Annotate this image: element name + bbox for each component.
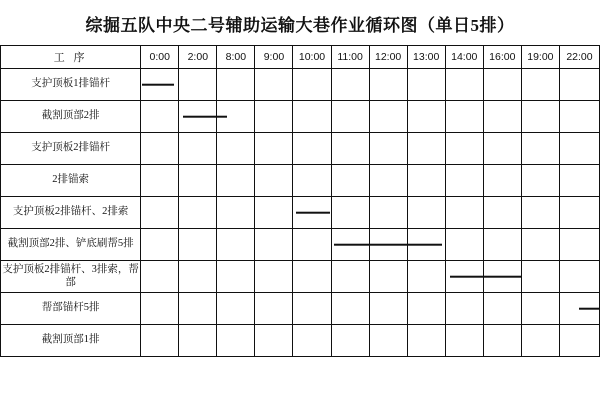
gantt-cell (445, 293, 483, 325)
gantt-cell (521, 133, 559, 165)
gantt-cell (407, 69, 445, 101)
gantt-cell (331, 293, 369, 325)
gantt-cell (179, 69, 217, 101)
gantt-cell (521, 165, 559, 197)
gantt-cell (521, 325, 559, 357)
gantt-cell (293, 197, 331, 229)
gantt-cell (179, 165, 217, 197)
gantt-cell (521, 197, 559, 229)
gantt-cell (369, 261, 407, 293)
gantt-cell (483, 165, 521, 197)
gantt-cell (407, 101, 445, 133)
gantt-cell (217, 133, 255, 165)
gantt-cell (293, 69, 331, 101)
table-row (1, 165, 600, 197)
gantt-cell (407, 197, 445, 229)
column-header-time-2: 8:00 (217, 46, 255, 69)
gantt-bar (142, 83, 174, 86)
gantt-cell (255, 133, 293, 165)
row-label: 支护顶板2排锚杆、3排索，帮部 (1, 261, 141, 293)
table-row (1, 133, 600, 165)
gantt-cell (217, 101, 255, 133)
gantt-cell (255, 229, 293, 261)
gantt-cell (521, 69, 559, 101)
gantt-cell (559, 293, 599, 325)
column-header-process: 工 序 (1, 46, 141, 69)
row-label: 2排锚索 (1, 165, 141, 197)
table-row (1, 197, 600, 229)
gantt-bar (579, 307, 600, 310)
gantt-cell (331, 133, 369, 165)
gantt-cell (369, 229, 407, 261)
table-row (1, 69, 600, 101)
gantt-cell (407, 293, 445, 325)
gantt-cell (331, 165, 369, 197)
gantt-cell (369, 197, 407, 229)
gantt-cell (141, 229, 179, 261)
gantt-cell (217, 165, 255, 197)
column-header-time-7: 13:00 (407, 46, 445, 69)
gantt-cell (141, 197, 179, 229)
gantt-cell (255, 165, 293, 197)
gantt-cell (293, 293, 331, 325)
gantt-cell (217, 325, 255, 357)
gantt-cell (331, 325, 369, 357)
gantt-cell (331, 69, 369, 101)
table-header-row (1, 46, 600, 69)
gantt-cell (255, 69, 293, 101)
gantt-cell (369, 133, 407, 165)
gantt-cell (255, 325, 293, 357)
gantt-cell (559, 101, 599, 133)
row-label: 支护顶板1排锚杆 (1, 69, 141, 101)
gantt-cell (141, 325, 179, 357)
gantt-cell (407, 229, 445, 261)
gantt-cell (369, 69, 407, 101)
gantt-body (1, 69, 600, 357)
row-label: 支护顶板2排锚杆、2排索 (1, 197, 141, 229)
gantt-cell (559, 165, 599, 197)
gantt-cell (217, 197, 255, 229)
gantt-cell (483, 69, 521, 101)
row-label: 帮部锚杆5排 (1, 293, 141, 325)
gantt-bar (296, 211, 330, 214)
gantt-cell (179, 133, 217, 165)
gantt-cell (559, 197, 599, 229)
gantt-cell (293, 229, 331, 261)
gantt-cell (521, 101, 559, 133)
gantt-cell (179, 229, 217, 261)
gantt-cell (141, 101, 179, 133)
gantt-cell (483, 261, 521, 293)
row-label: 截割顶部2排 (1, 101, 141, 133)
column-header-time-3: 9:00 (255, 46, 293, 69)
column-header-time-0: 0:00 (141, 46, 179, 69)
column-header-time-11: 22:00 (559, 46, 599, 69)
gantt-cell (445, 197, 483, 229)
column-header-time-6: 12:00 (369, 46, 407, 69)
gantt-cell (407, 133, 445, 165)
gantt-cell (179, 325, 217, 357)
gantt-cell (445, 133, 483, 165)
column-header-time-1: 2:00 (179, 46, 217, 69)
gantt-cell (445, 229, 483, 261)
gantt-cell (331, 101, 369, 133)
gantt-cell (559, 133, 599, 165)
column-header-time-9: 16:00 (483, 46, 521, 69)
table-row (1, 325, 600, 357)
gantt-cell (179, 197, 217, 229)
gantt-cell (141, 165, 179, 197)
gantt-cell (521, 261, 559, 293)
gantt-cell (217, 261, 255, 293)
table-row (1, 261, 600, 293)
gantt-cell (179, 101, 217, 133)
gantt-cell (255, 293, 293, 325)
row-label: 支护顶板2排锚杆 (1, 133, 141, 165)
gantt-cell (293, 165, 331, 197)
gantt-cell (331, 229, 369, 261)
gantt-cell (521, 229, 559, 261)
gantt-cell (369, 325, 407, 357)
gantt-cell (217, 69, 255, 101)
gantt-cell (559, 325, 599, 357)
gantt-cell (559, 229, 599, 261)
gantt-cell (483, 293, 521, 325)
gantt-cell (369, 101, 407, 133)
gantt-cell (407, 261, 445, 293)
gantt-cell (445, 261, 483, 293)
gantt-cell (445, 325, 483, 357)
gantt-cell (141, 69, 179, 101)
gantt-cell (331, 197, 369, 229)
gantt-cell (445, 69, 483, 101)
row-label: 截割顶部1排 (1, 325, 141, 357)
gantt-cell (141, 133, 179, 165)
gantt-cell (179, 261, 217, 293)
gantt-cell (217, 293, 255, 325)
table-row (1, 293, 600, 325)
column-header-time-10: 19:00 (521, 46, 559, 69)
gantt-cell (445, 101, 483, 133)
gantt-cell (407, 325, 445, 357)
gantt-cell (483, 197, 521, 229)
gantt-cell (407, 165, 445, 197)
gantt-cell (141, 261, 179, 293)
column-header-time-5: 11:00 (331, 46, 369, 69)
gantt-cell (445, 165, 483, 197)
gantt-cell (521, 293, 559, 325)
gantt-cell (179, 293, 217, 325)
gantt-cell (255, 261, 293, 293)
gantt-cell (293, 101, 331, 133)
table-row (1, 229, 600, 261)
gantt-cell (483, 101, 521, 133)
column-header-time-4: 10:00 (293, 46, 331, 69)
chart-title: 综掘五队中央二号辅助运输大巷作业循环图（单日5排） (85, 16, 515, 35)
gantt-cell (293, 261, 331, 293)
gantt-cell (255, 101, 293, 133)
gantt-cell (369, 165, 407, 197)
gantt-cell (141, 293, 179, 325)
gantt-cell (217, 229, 255, 261)
table-row (1, 101, 600, 133)
gantt-chart (0, 45, 600, 357)
gantt-cell (293, 325, 331, 357)
gantt-cell (559, 69, 599, 101)
gantt-cell (293, 133, 331, 165)
gantt-cell (559, 261, 599, 293)
gantt-cell (369, 293, 407, 325)
gantt-cell (483, 229, 521, 261)
column-header-time-8: 14:00 (445, 46, 483, 69)
row-label: 截割顶部2排、铲底刷帮5排 (1, 229, 141, 261)
gantt-cell (255, 197, 293, 229)
gantt-cell (483, 133, 521, 165)
gantt-cell (483, 325, 521, 357)
gantt-table (0, 45, 600, 357)
gantt-cell (331, 261, 369, 293)
